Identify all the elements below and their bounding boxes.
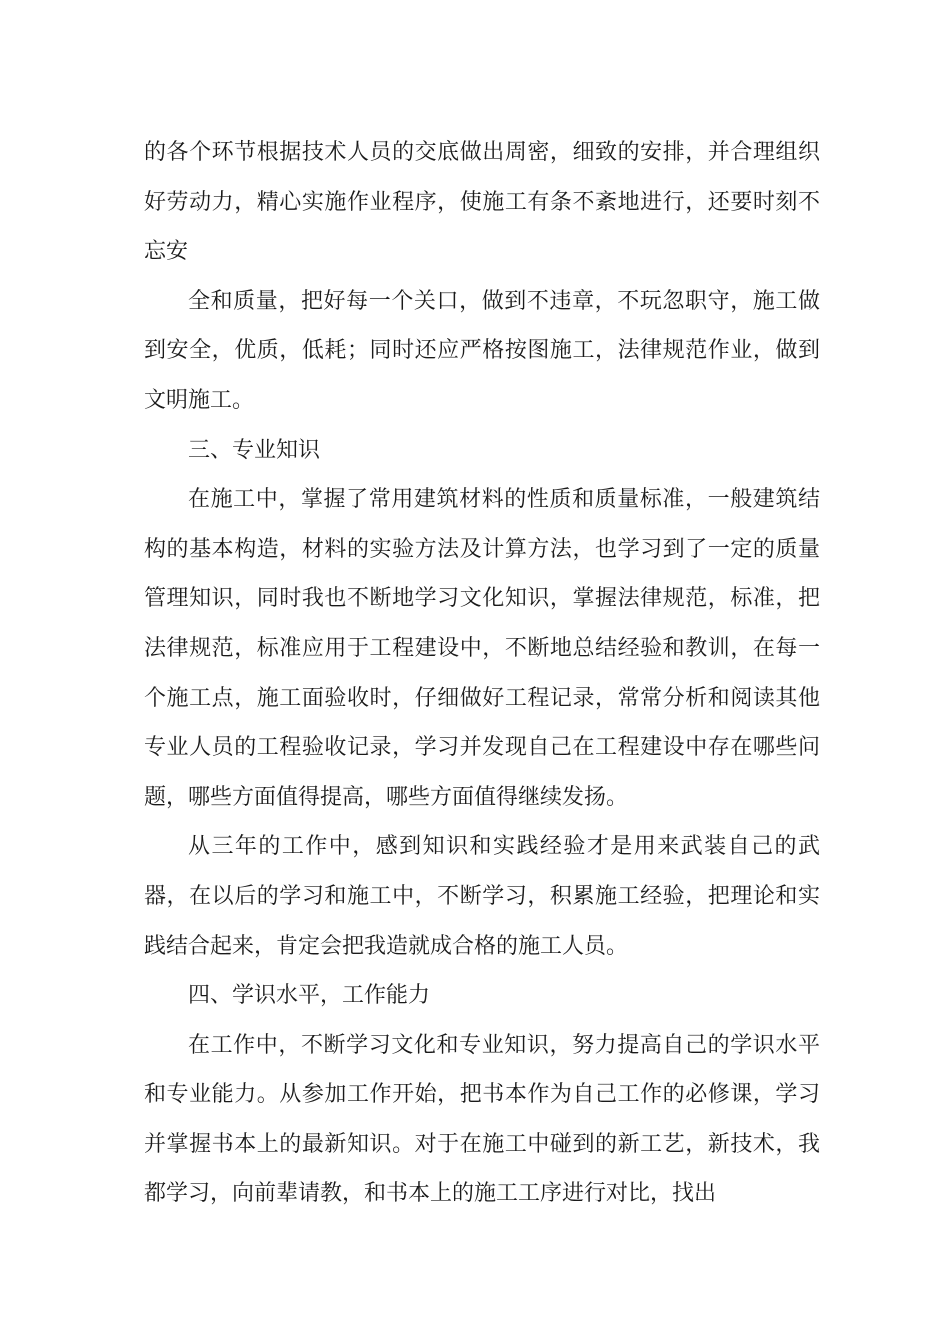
document-body [144,128,820,1219]
paragraph-experience: 从三年的工作中，感到知识和实践经验才是用来武装自己的武器，在以后的学习和施工中，不断学习，积累施工经验，把理论和实践结合起来，肯定会把我造就成合格的施工人员。 [144,834,820,959]
section-heading-learning-ability: 四、学识水平，工作能力 [188,983,431,1009]
section-heading-professional-knowledge: 三、专业知识 [188,437,321,463]
paragraph-professional-knowledge: 在施工中，掌握了常用建筑材料的性质和质量标准，一般建筑结构的基本构造，材料的实验方法及计算方法，也学习到了一定的质量管理知识，同时我也不断地学习文化知识，掌握法律规范，标准，把法律规范，标准应用于工程建设中，不断地总结经验和教训，在每一个施工点，施工面验收时，仔细做好工程记录，常常分析和阅读其他专业人员的工程验收记录，学习并发现自己在工程建设中存在哪些问题，哪些方面值得提高，哪些方面值得继续发扬。 [144,487,820,810]
paragraph-continuation: 的各个环节根据技术人员的交底做出周密，细致的安排，并合理组织好劳动力，精心实施作业程序，使施工有条不紊地进行，还要时刻不忘安 [144,140,820,265]
paragraph-safety-quality: 全和质量，把好每一个关口，做到不违章，不玩忽职守，施工做到安全，优质，低耗；同时还应严格按图施工，法律规范作业，做到文明施工。 [144,288,820,413]
paragraph-learning-ability: 在工作中，不断学习文化和专业知识，努力提高自己的学识水平和专业能力。从参加工作开始，把书本作为自己工作的必修课，学习并掌握书本上的最新知识。对于在施工中碰到的新工艺，新技术，我都学习，向前辈请教，和书本上的施工工序进行对比，找出 [144,1032,820,1207]
